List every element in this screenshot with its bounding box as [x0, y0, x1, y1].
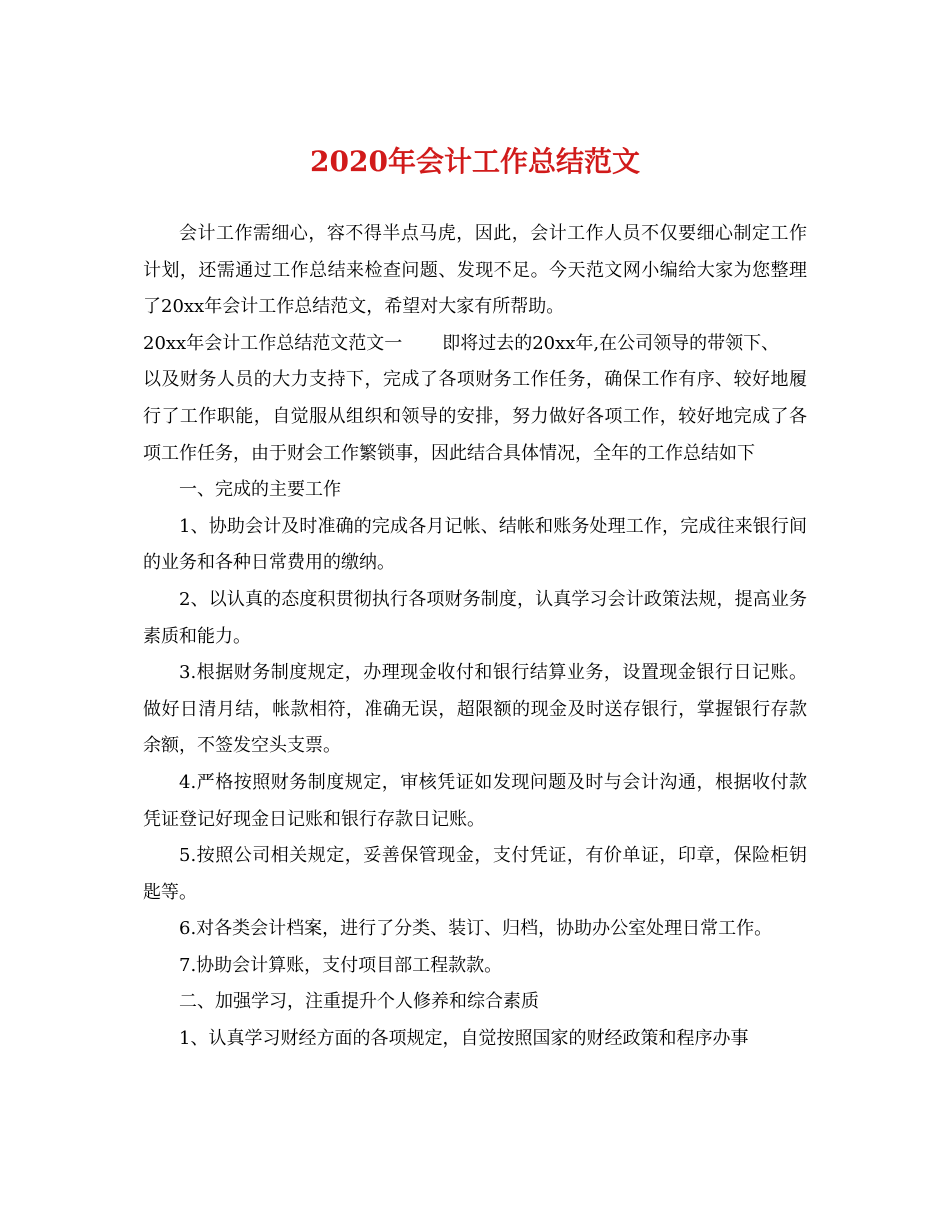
list-item-6: 6.对各类会计档案，进行了分类、装订、归档，协助办公室处理日常工作。 [179, 918, 773, 940]
subheading-main-work: 一、完成的主要工作 [179, 479, 341, 501]
list-item-5: 5.按照公司相关规定，妥善保管现金，支付凭证，有价单证，印章，保险柜钥匙等。 [143, 845, 807, 903]
section-heading: 20xx年会计工作总结范文范文一 [143, 332, 403, 354]
intro-paragraph: 会计工作需细心，容不得半点马虎，因此，会计工作人员不仅要细心制定工作计划，还需通过工作总结来检查问题、发现不足。今天范文网小编给大家为您整理了20xx年会计工作总结范文，希望对大家有所帮助。 [143, 223, 807, 318]
subheading-study: 二、加强学习，注重提升个人修养和综合素质 [179, 991, 539, 1013]
document-body [143, 216, 807, 1058]
list-item-7: 7.协助会计算账，支付项目部工程款款。 [179, 954, 503, 976]
list-item-1: 1、协助会计及时准确的完成各月记帐、结帐和账务处理工作，完成往来银行间的业务和各种日常费用的缴纳。 [143, 515, 807, 574]
list-item-4: 4.严格按照财务制度规定，审核凭证如发现问题及时与会计沟通，根据收付款凭证登记好现金日记账和银行存款日记账。 [143, 771, 807, 830]
body-paragraph: 以及财务人员的大力支持下，完成了各项财务工作任务，确保工作有序、较好地履行了工作职能，自觉服从组织和领导的安排，努力做好各项工作，较好地完成了各项工作任务，由于财会工作繁锁事，因此结合具体情况，全年的工作总结如下 [143, 369, 807, 464]
study-item-1: 1、认真学习财经方面的各项规定，自觉按照国家的财经政策和程序办事 [179, 1028, 749, 1050]
section-lead: 即将过去的20xx年,在公司领导的带领下、 [442, 332, 780, 354]
document-title: 2020年会计工作总结范文 [310, 145, 640, 178]
list-item-3: 3.根据财务制度规定，办理现金收付和银行结算业务，设置现金银行日记账。做好日清月结，帐款相符，准确无误，超限额的现金及时送存银行，掌握银行存款余额，不签发空头支票。 [143, 662, 807, 757]
section-heading-line [143, 326, 807, 363]
list-item-2: 2、以认真的态度积贯彻执行各项财务制度，认真学习会计政策法规，提高业务素质和能力。 [143, 588, 807, 647]
